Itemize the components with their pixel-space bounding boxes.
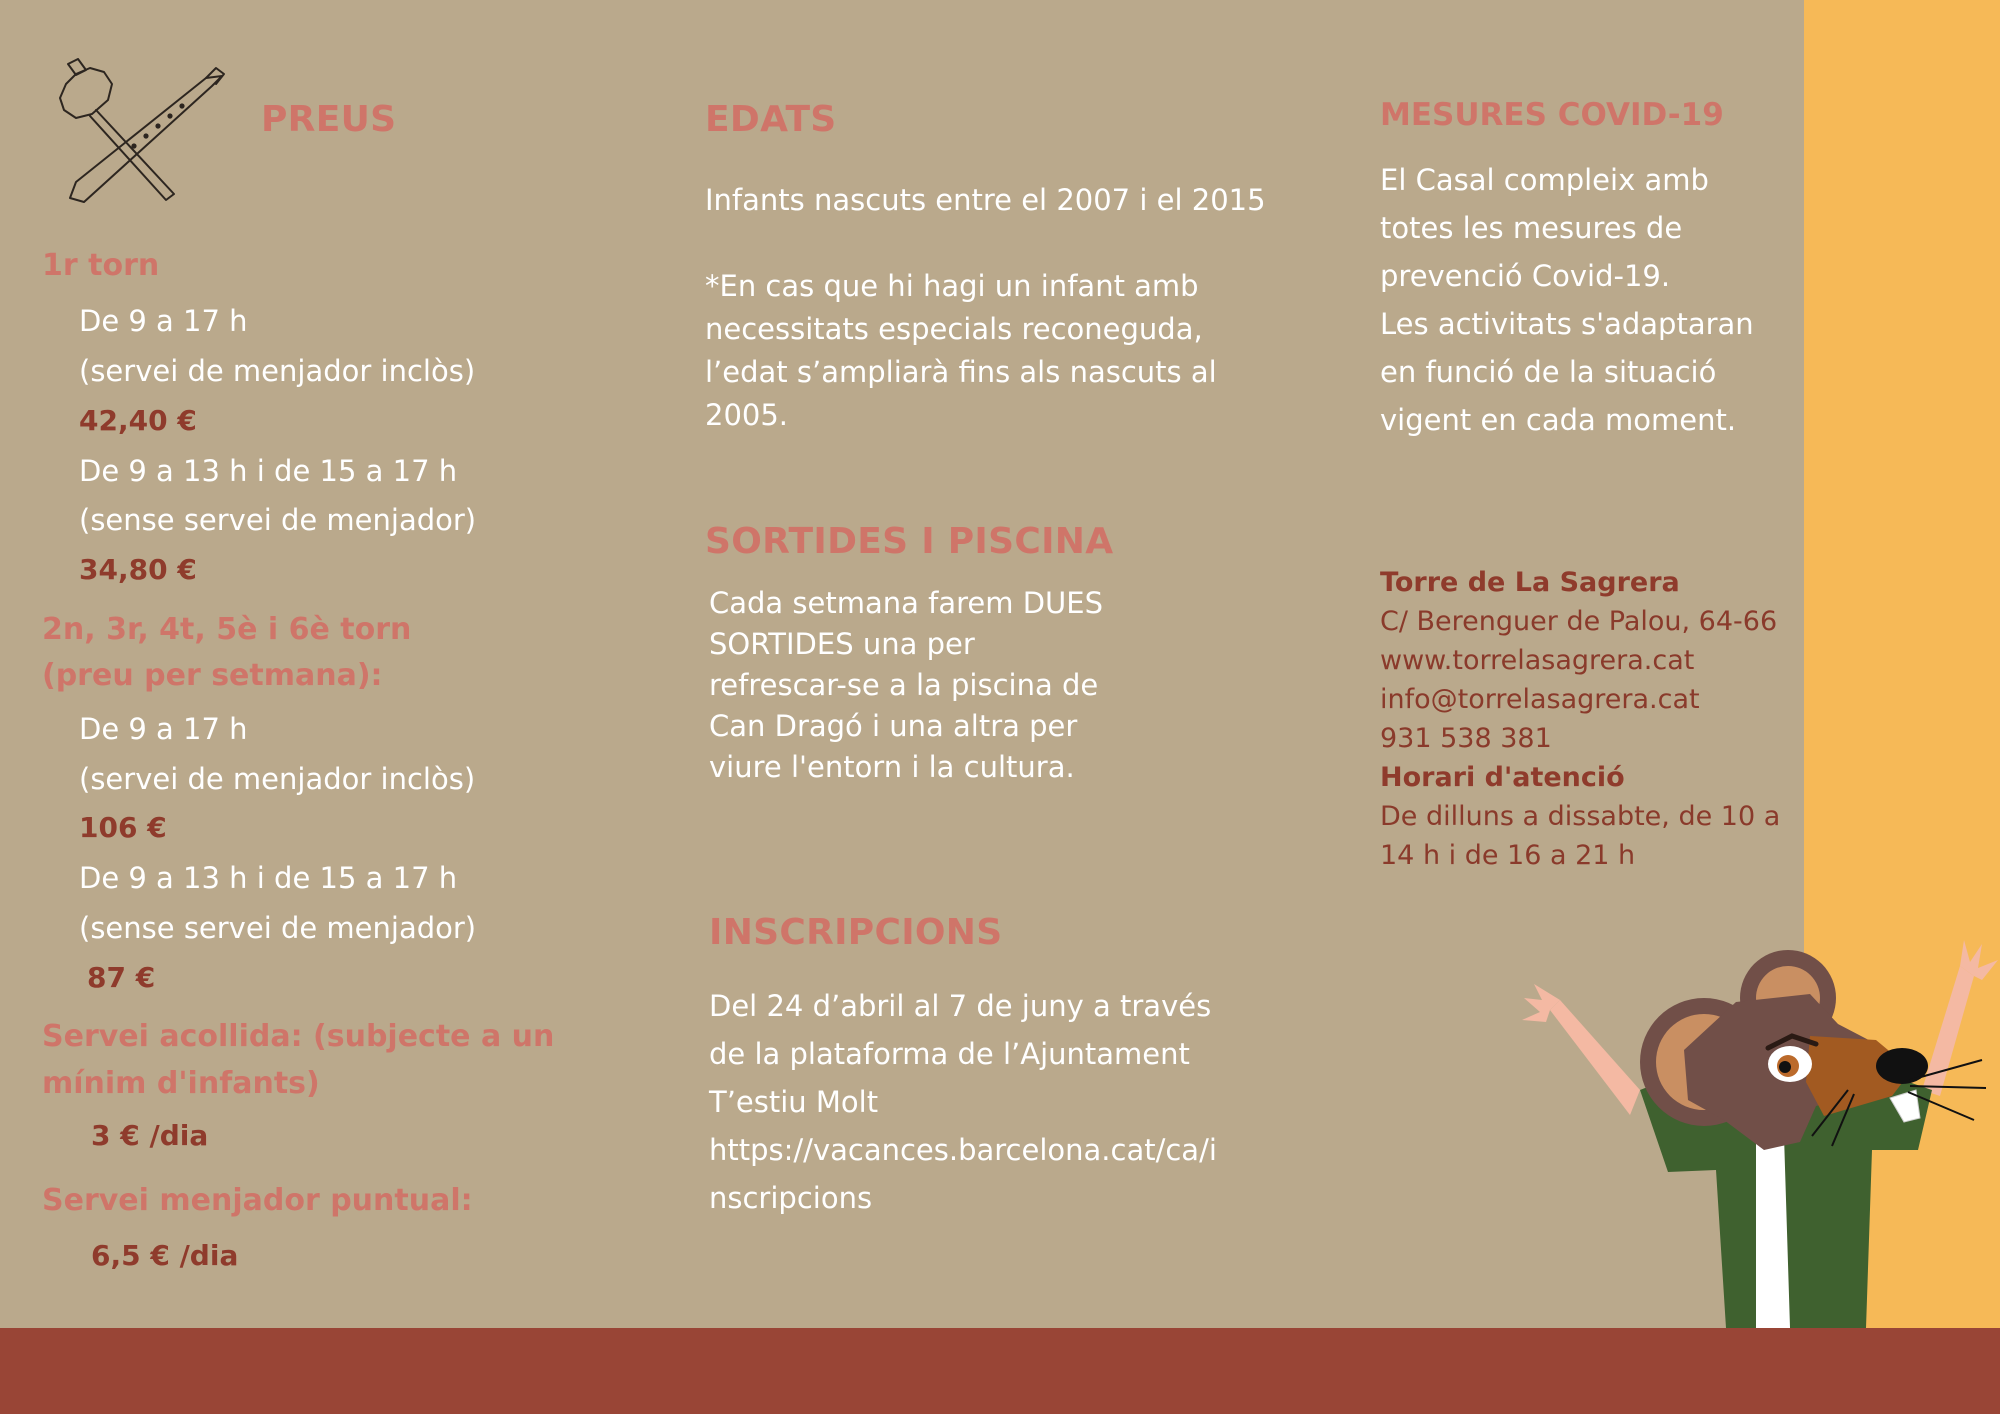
contact-name: Torre de La Sagrera [1380, 567, 1680, 598]
sortides-line: refrescar-se a la piscina de [709, 668, 1099, 702]
sortides-line: Cada setmana farem DUES [709, 586, 1103, 620]
hammer-and-flute-icon [56, 58, 228, 218]
covid-line: El Casal compleix amb [1380, 163, 1709, 197]
covid-title: MESURES COVID-19 [1380, 97, 1724, 133]
torn2-item1-line2: (servei de menjador inclòs) [79, 762, 476, 796]
menjador-price: 6,5 € /dia [91, 1239, 239, 1272]
covid-line: prevenció Covid-19. [1380, 259, 1671, 293]
edats-text: Infants nascuts entre el 2007 i el 2015 [705, 183, 1266, 217]
covid-text [1380, 156, 1754, 444]
torn2-heading-line2: (preu per setmana): [42, 658, 383, 693]
torn2-item2-line1: De 9 a 13 h i de 15 a 17 h [79, 861, 458, 895]
inscripcions-line: T’estiu Molt [709, 1085, 879, 1119]
contact-address: C/ Berenguer de Palou, 64-66 [1380, 606, 1778, 637]
sortides-line: Can Dragó i una altra per [709, 709, 1078, 743]
edats-note-line: *En cas que hi hagi un infant amb [705, 269, 1199, 303]
torn1-item1-line1: De 9 a 17 h [79, 304, 248, 338]
sortides-line: viure l'entorn i la cultura. [709, 750, 1075, 784]
sortides-text [709, 583, 1103, 788]
mouse-mascot-illustration [1520, 940, 2000, 1328]
torn1-item1-price: 42,40 € [79, 404, 197, 437]
torn1-item2-line2: (sense servei de menjador) [79, 503, 477, 537]
inscripcions-title: INSCRIPCIONS [709, 912, 1003, 953]
acollida-heading-line2: mínim d'infants) [42, 1066, 320, 1101]
covid-line: totes les mesures de [1380, 211, 1683, 245]
contact-phone: 931 538 381 [1380, 723, 1552, 754]
preus-title: PREUS [261, 99, 397, 140]
edats-note-line: l’edat s’ampliarà fins als nascuts al [705, 355, 1217, 389]
torn1-item2-line1: De 9 a 13 h i de 15 a 17 h [79, 454, 458, 488]
torn2-item1-line1: De 9 a 17 h [79, 712, 248, 746]
contact-web-link[interactable]: www.torrelasagrera.cat [1380, 645, 1695, 676]
inscripcions-line: de la plataforma de l’Ajuntament [709, 1037, 1190, 1071]
inscripcions-text [709, 982, 1217, 1222]
sortides-title: SORTIDES I PISCINA [705, 521, 1114, 562]
torn1-item1-line2: (servei de menjador inclòs) [79, 354, 476, 388]
acollida-price: 3 € /dia [91, 1119, 209, 1152]
torn1-heading: 1r torn [42, 248, 160, 283]
covid-line: en funció de la situació [1380, 355, 1717, 389]
torn2-item1-price: 106 € [79, 811, 167, 844]
covid-line: Les activitats s'adaptaran [1380, 307, 1754, 341]
menjador-heading: Servei menjador puntual: [42, 1183, 473, 1218]
contact-hours-line1: De dilluns a dissabte, de 10 a [1380, 801, 1781, 832]
contact-hours-line2: 14 h i de 16 a 21 h [1380, 840, 1636, 871]
contact-block [1380, 563, 1780, 875]
edats-title: EDATS [705, 99, 837, 140]
inscripcions-link[interactable]: nscripcions [709, 1181, 873, 1215]
torn2-heading-line1: 2n, 3r, 4t, 5è i 6è torn [42, 612, 412, 647]
edats-note-line: 2005. [705, 398, 789, 432]
torn1-item2-price: 34,80 € [79, 553, 197, 586]
torn2-item2-price: 87 € [87, 961, 156, 994]
edats-note [705, 265, 1217, 437]
sortides-line: SORTIDES una per [709, 627, 975, 661]
contact-email-link[interactable]: info@torrelasagrera.cat [1380, 684, 1700, 715]
inscripcions-line: Del 24 d’abril al 7 de juny a través [709, 989, 1212, 1023]
contact-hours-title: Horari d'atenció [1380, 762, 1625, 793]
covid-line: vigent en cada moment. [1380, 403, 1737, 437]
acollida-heading-line1: Servei acollida: (subjecte a un [42, 1019, 555, 1054]
footer-bar [0, 1328, 2000, 1414]
torn2-item2-line2: (sense servei de menjador) [79, 911, 477, 945]
edats-note-line: necessitats especials reconeguda, [705, 312, 1203, 346]
inscripcions-link[interactable]: https://vacances.barcelona.cat/ca/i [709, 1133, 1217, 1167]
